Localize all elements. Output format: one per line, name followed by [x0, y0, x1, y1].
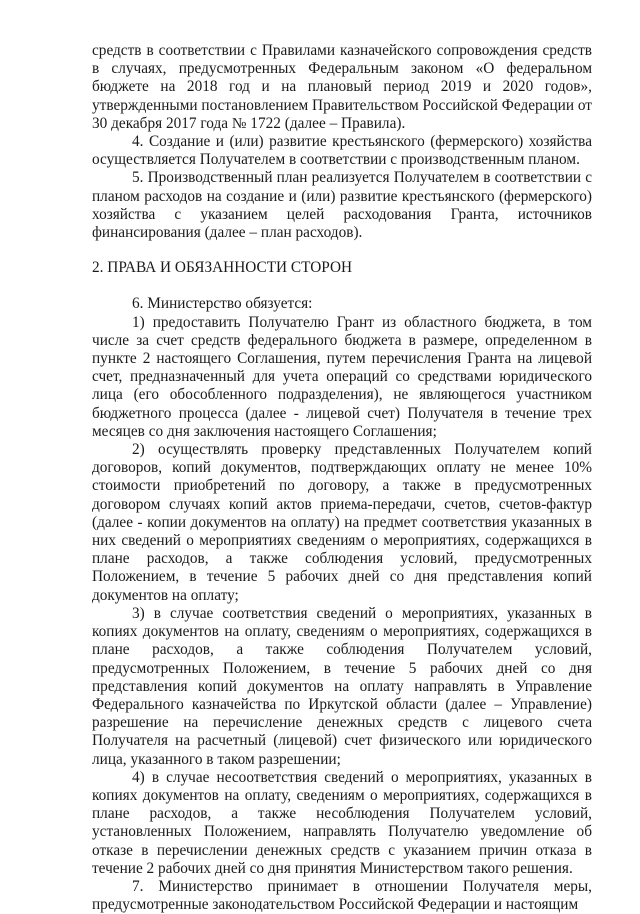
paragraph-subitem-3: 3) в случае соответствия сведений о мероприятиях, указанных в копиях документов на оплату, сведениям о мероприятиях, содержащихся в плане расходов, а также соблюдения Получателем условий, предусмотренных Положением, в течение 5 рабочих дней со дня представления копий документов на оплату направлять в Управление Федерального казначейства по Иркутской области (далее – Управление) разрешение на перечисление денежных средств с лицевого счета Получателя на расчетный (лицевой) счет физического или юридического лица, указанного в таком разрешении;: [92, 604, 592, 768]
document-page: [92, 42, 592, 914]
paragraph-item-5: 5. Производственный план реализуется Получателем в соответствии с планом расходов на создание и (или) развитие крестьянского (фермерского) хозяйства с указанием целей расходования Гранта, источников финансирования (далее – план расходов).: [92, 169, 592, 242]
paragraph-subitem-4: 4) в случае несоответствия сведений о мероприятиях, указанных в копиях документов на оплату, сведениям о мероприятиях, содержащихся в плане расходов, а также несоблюдения Получателем условий, установленных Положением, направлять Получателю уведомление об отказе в перечислении денежных средств с указанием причин отказа в течение 2 рабочих дней со дня принятия Министерством такого решения.: [92, 768, 592, 877]
section-heading: 2. ПРАВА И ОБЯЗАННОСТИ СТОРОН: [92, 259, 353, 277]
paragraph-subitem-1: 1) предоставить Получателю Грант из областного бюджета, в том числе за счет средств федерального бюджета в размере, определенном в пункте 2 настоящего Соглашения, путем перечисления Гранта на лицевой счет, предназначенный для учета операций со средствами юридического лица (его обособленного подразделения), не являющегося участником бюджетного процесса (далее - лицевой счет) Получателя в течение трех месяцев со дня заключения настоящего Соглашения;: [92, 313, 592, 440]
paragraph-item-7: 7. Министерство принимает в отношении Получателя меры, предусмотренные законодательством Российской Федерации и настоящим: [92, 877, 592, 914]
paragraph-subitem-2: 2) осуществлять проверку представленных Получателем копий договоров, копий документов, подтверждающих оплату не менее 10% стоимости приобретений по договору, а также в предусмотренных договором случаях копий актов приема-передачи, счетов, счетов-фактур (далее - копии документов на оплату) на предмет соответствия указанных в них сведений о мероприятиях сведениям о мероприятиях, содержащихся в плане расходов, а также соблюдения условий, предусмотренных Положением, в течение 5 рабочих дней со дня представления копий документов на оплату;: [92, 441, 592, 604]
paragraph-item-4: 4. Создание и (или) развитие крестьянского (фермерского) хозяйства осуществляется Получателем в соответствии с производственным планом.: [92, 133, 592, 169]
paragraph-pravila: средств в соответствии с Правилами казначейского сопровождения средств в случаях, предусмотренных Федеральным законом «О федеральном бюджете на 2018 год и на плановый период 2019 и 2020 годов», утвержденными постановлением Правительством Российской Федерации от 30 декабря 2017 года № 1722 (далее – Правила).: [92, 42, 592, 132]
paragraph-item-6: 6. Министерство обязуется:: [132, 295, 313, 313]
